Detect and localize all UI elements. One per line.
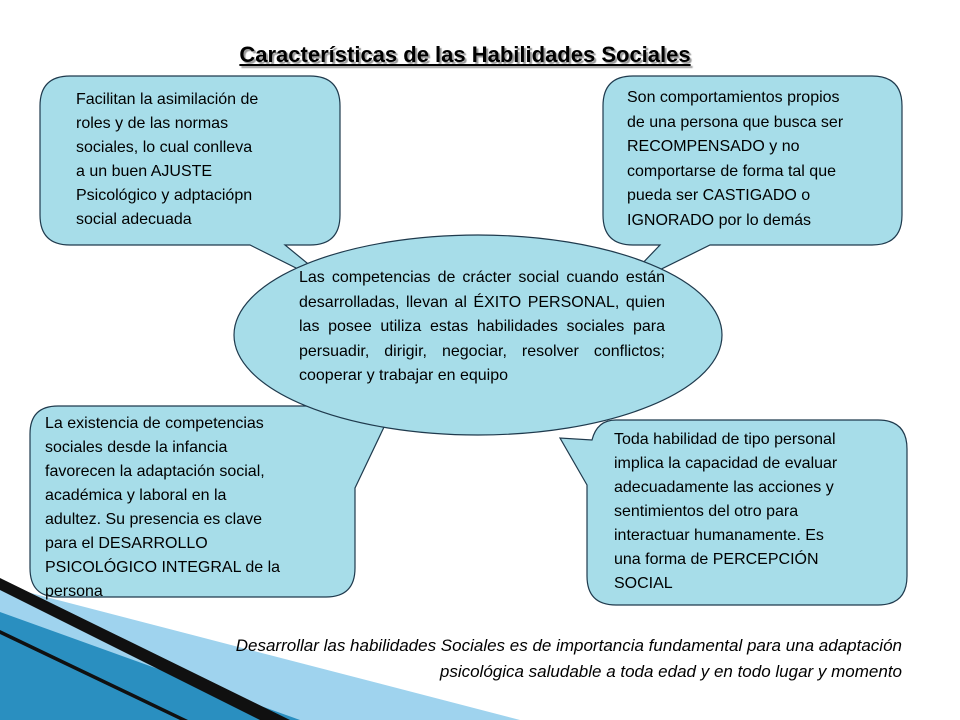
footer-caption: Desarrollar las habilidades Sociales es de importancia fundamental para una adaptación psicológica saludable a toda edad y en todo lugar y momento bbox=[235, 636, 902, 681]
bubble-bottom-right-text: Toda habilidad de tipo personal implica la capacidad de evaluar adecuadamente las acciones y sentimientos del otro para interactuar humanamente. Es una forma de PERCEPCIÓN SOCIAL bbox=[614, 431, 838, 592]
bubble-top-left-text: Facilitan la asimilación de roles y de las normas sociales, lo cual conlleva a un buen AJUSTE Psicológico y adptaciópn social adecuada bbox=[76, 91, 259, 228]
center-ellipse-text: Las competencias de crácter social cuando están desarrolladas, llevan al ÉXITO PERSONAL, quien las posee utiliza estas habilidades sociales para persuadir, dirigir, negociar, resolver conflictos; cooperar y trabajar en equipo bbox=[299, 269, 665, 384]
bubble-top-right-text: Son comportamientos propios de una persona que busca ser RECOMPENSADO y no comportarse de forma tal que pueda ser CASTIGADO o IGNORADO por lo demás bbox=[627, 89, 844, 229]
bubble-bottom-left-text: La existencia de competencias sociales desde la infancia favorecen la adaptación social, académica y laboral en la adultez. Su presencia es clave para el DESARROLLO PSICOLÓGICO INTEGRAL de la persona bbox=[45, 415, 281, 600]
page-title: Características de las Habilidades Sociales bbox=[239, 42, 691, 67]
